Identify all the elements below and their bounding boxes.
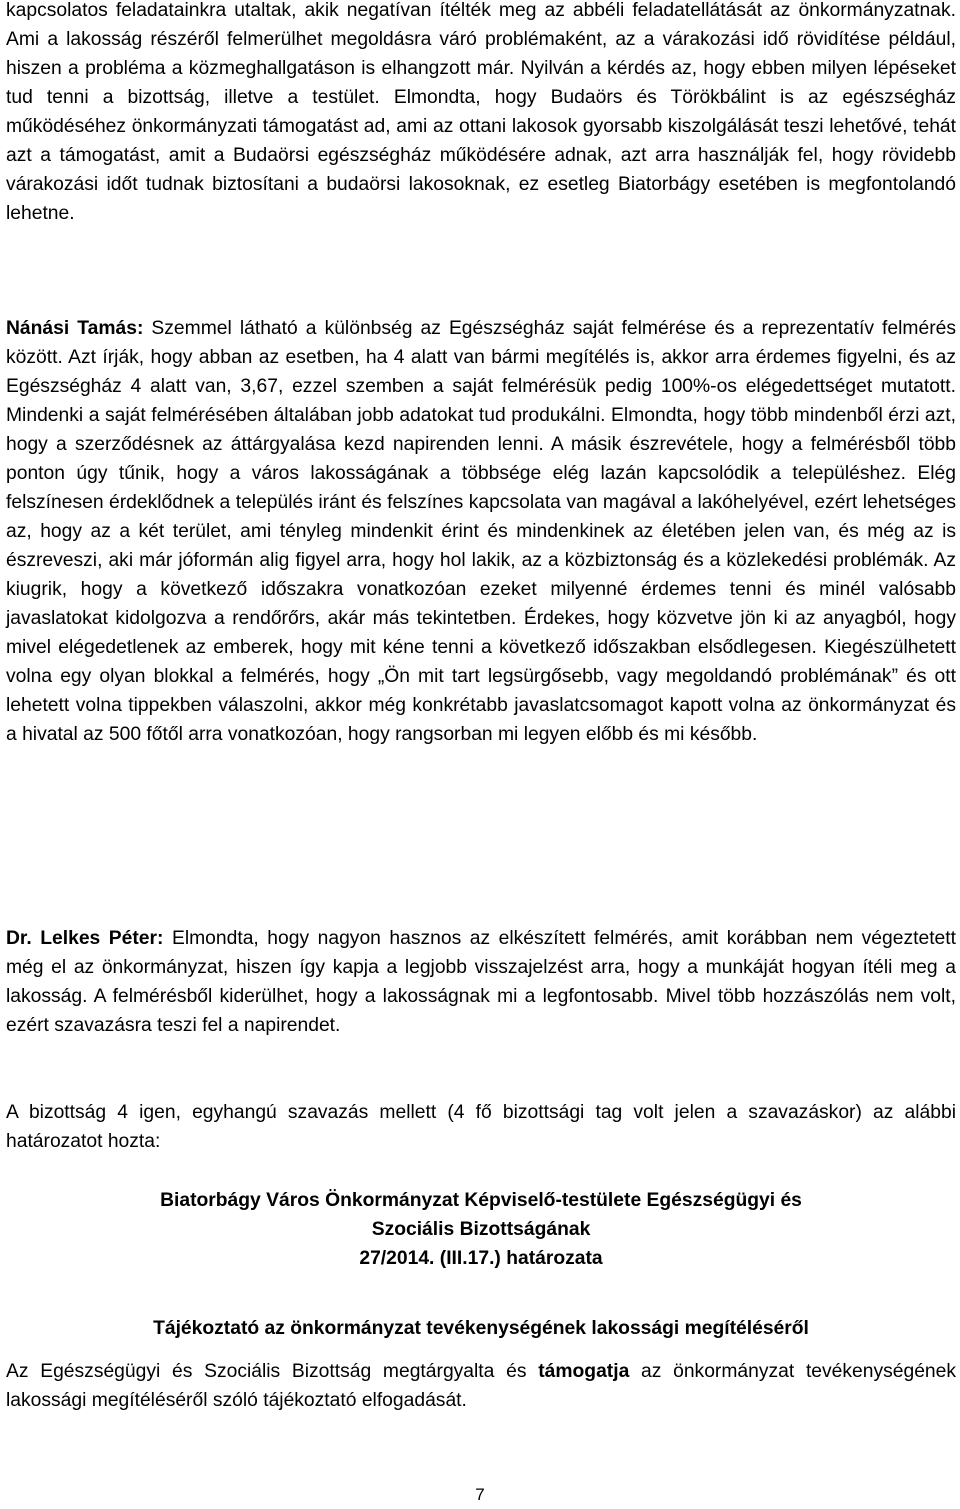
resolution-text-before: Az Egészségügyi és Szociális Bizottság megtárgyalta és — [6, 1361, 539, 1382]
paragraph-text: Szemmel látható a különbség az Egészségház saját felmérése és a reprezentatív felmérés között. Azt írják, hogy abban az esetben, ha 4 alatt van bármi megítélés is, akkor arra érdemes figyelni, és az Egészségház 4 alatt van, 3,67, ezzel szemben a saját felmérésük pedig 100%-os elégedettséget mutatott. Mindenki a saját felmérésében általában jobb adatokat tud produkálni. Elmondta, hogy több mindenből érzi azt, hogy a szerződésnek az áttárgyalása kezd napirenden lenni. A másik észrevétele, hogy a felmérésből több ponton úgy tűnik, hogy a város lakosságának a többsége elég lazán kapcsolódik a településhez. Elég felszínesen érdeklődnek a település iránt és felszínes kapcsolata van magával a lakóhelyével, ezért lehetséges az, hogy az a két terület, ami tényleg mindenkit érint és mindenkinek az életében jelen van, és még az is észreveszi, aki már jóformán alig figyel arra, hogy hol lakik, az a közbiztonság és a közlekedési problémák. Az kiugrik, hogy a következő időszakra vonatkozóan ezeket milyenné érdemes tenni és minél valósabb javaslatokat kidolgozva a rendőrőrs, akár más tekintetben. Érdekes, hogy közvetve jön ki az anyagból, hogy mivel elégedetlenek az emberek, hogy mit kéne tenni a következő időszakban elsődlegesen. Kiegészülhetett volna egy olyan blokkal a felmérés, hogy „Ön mit tart legsürgősebb, vagy megoldandó problémának” és ott lehetett volna tippekben válaszolni, akkor még konkrétabb javaslatcsomagot kapott volna az önkormányzat és a hivatal az 500 főtől arra vonatkozóan, hogy rangsorban mi legyen előbb és mi később. — [6, 318, 956, 745]
speaker-name: Nánási Tamás: — [6, 318, 144, 339]
resolution-body-line1: Biatorbágy Város Önkormányzat Képviselő-testülete Egészségügyi és — [160, 1190, 802, 1211]
resolution-subject — [6, 1314, 956, 1343]
paragraph-text: kapcsolatos feladatainkra utaltak, akik negatívan ítélték meg az abbéli feladatellátását az önkormányzatnak. Ami a lakosság részéről felmerülhet megoldásra váró problémaként, az a várakozási idő rövidítése például, hiszen a probléma a közmeghallgatáson is elhangzott már. Nyilván a kérdés az, hogy ebben milyen lépéseket tud tenni a bizottság, illetve a testület. Elmondta, hogy Budaörs és Törökbálint is az egészségház működéséhez önkormányzati támogatást ad, ami az ottani lakosok gyorsabb kiszolgálását teszi lehetővé, tehát azt a támogatást, amit a Budaörsi egészségház működésére adnak, azt arra használják fel, hogy rövidebb várakozási időt tudnak biztosítani a budaörsi lakosoknak, ez esetleg Biatorbágy esetében is megfontolandó lehetne. — [6, 0, 956, 224]
paragraph-nanasi-tamas — [6, 314, 956, 749]
resolution-body-line2: Szociális Bizottságának — [371, 1219, 591, 1240]
paragraph-vote — [6, 1098, 956, 1156]
paragraph-text: A bizottság 4 igen, egyhangú szavazás mellett (4 fő bizottsági tag volt jelen a szavazáskor) az alábbi határozatot hozta: — [6, 1102, 956, 1152]
resolution-text — [6, 1357, 956, 1415]
resolution-text-bold: támogatja — [538, 1361, 630, 1382]
resolution-subject-text: Tájékoztató az önkormányzat tevékenységének lakossági megítéléséről — [153, 1318, 809, 1339]
resolution-text-after: az önkormányzat tevékenységének lakossági megítéléséről szóló tájékoztató elfogadását. — [6, 1361, 957, 1411]
resolution-number: 27/2014. (III.17.) határozata — [359, 1248, 603, 1269]
paragraph-text: Elmondta, hogy nagyon hasznos az elkészített felmérés, amit korábban nem végeztetett még el az önkormányzat, hiszen így kapja a legjobb visszajelzést arra, hogy a munkáját hogyan ítéli meg a lakosság. A felmérésből kiderülhet, hogy a lakosságnak mi a legfontosabb. Mivel több hozzászólás nem volt, ezért szavazásra teszi fel a napirendet. — [6, 928, 956, 1036]
paragraph-discussion — [6, 0, 956, 228]
resolution-body-title — [6, 1186, 956, 1273]
paragraph-lelkes-peter — [6, 924, 956, 1040]
page-number: 7 — [475, 1485, 485, 1504]
speaker-name: Dr. Lelkes Péter: — [6, 928, 164, 949]
